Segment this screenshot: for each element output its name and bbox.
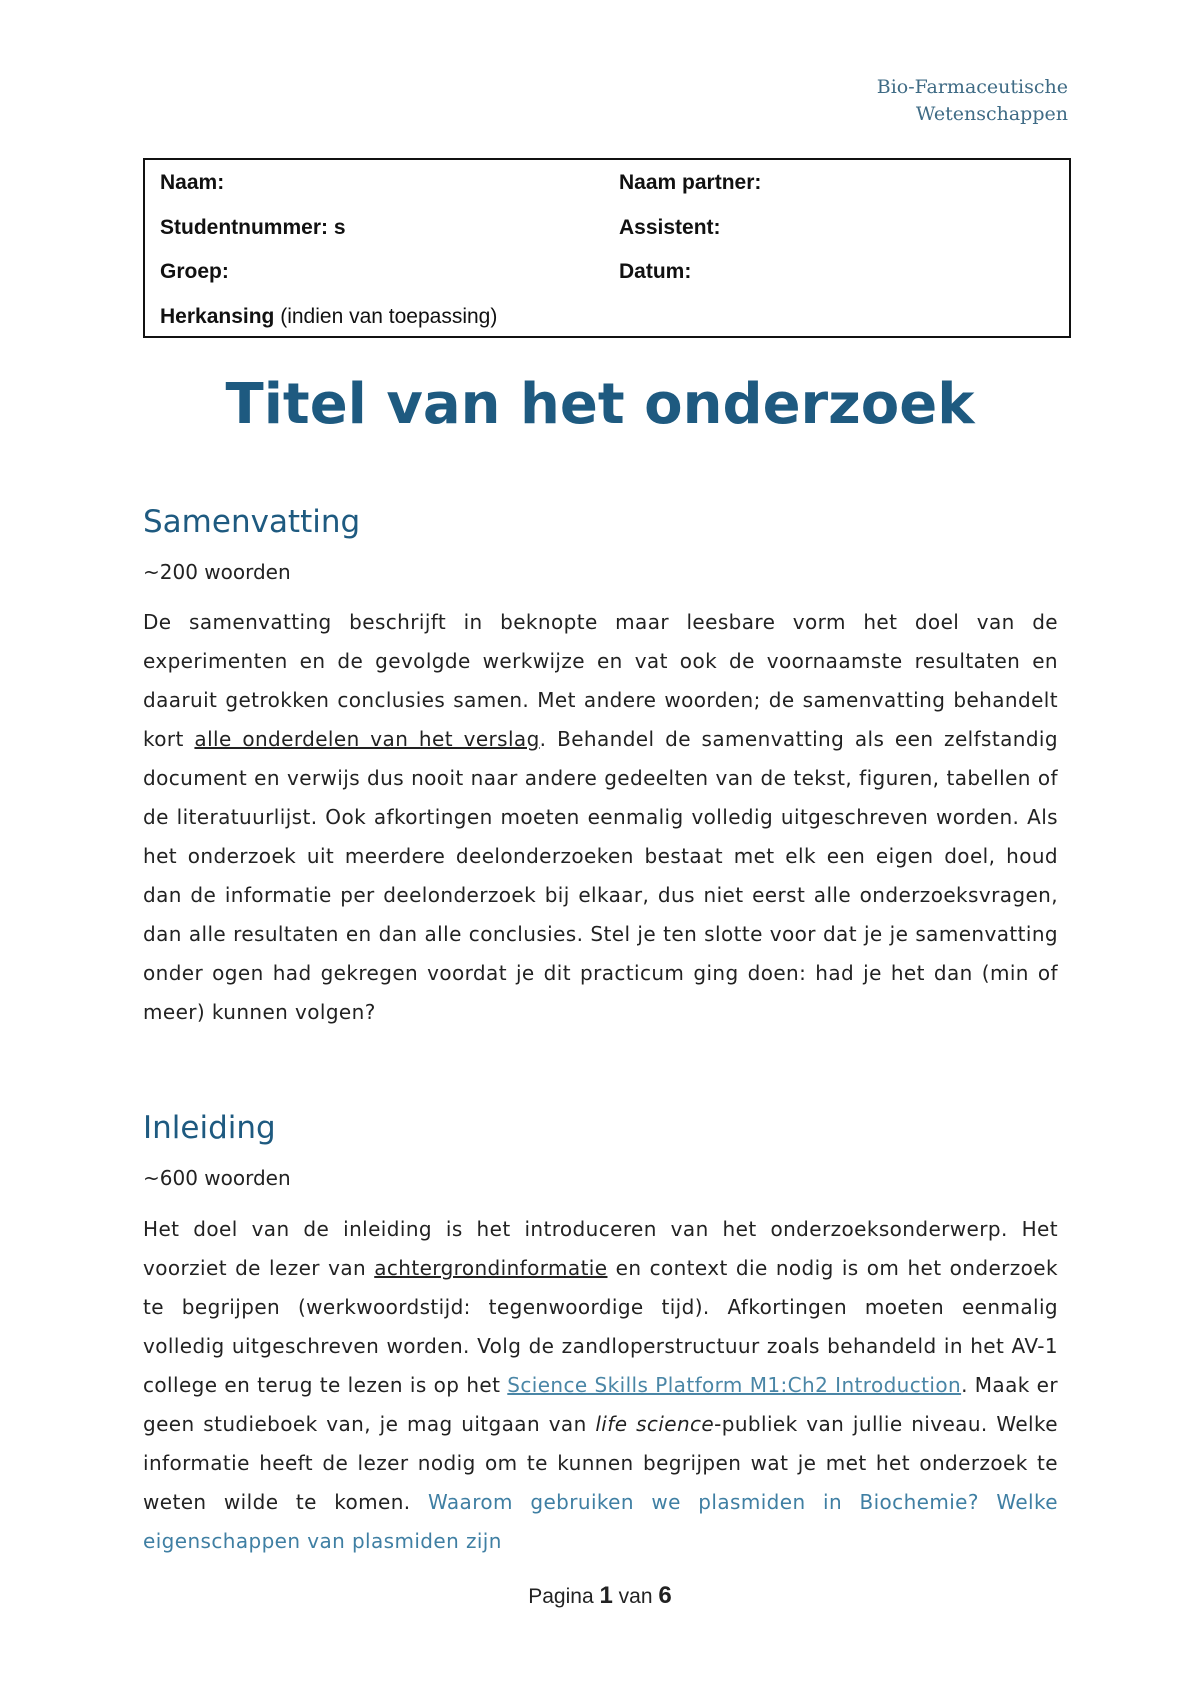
studentnummer-field: Studentnummer: s [160,216,346,239]
naam-field: Naam: [160,171,225,194]
samenvatting-word-count: ~200 woorden [143,560,291,584]
department-header [877,74,1068,128]
herkansing-field: Herkansing (indien van toepassing) [160,305,498,328]
inleiding-heading: Inleiding [143,1110,276,1146]
total-pages: 6 [658,1582,672,1609]
samenvatting-paragraph: De samenvatting beschrijft in beknopte maar leesbare vorm het doel van de experimenten en de gevolgde werkwijze en vat ook de voornaamste resultaten en daaruit getrokken conclusies samen. Met andere woorden; de samenvatting behandelt kort alle onderdelen van het verslag. Behandel de samenvatting als een zelfstandig document en verwijs dus nooit naar andere gedeelten van de tekst, figuren, tabellen of de literatuurlijst. Ook afkortingen moeten eenmalig volledig uitgeschreven worden. Als het onderzoek uit meerdere deelonderzoeken bestaat met elk een eigen doel, houd dan de informatie per deelonderzoek bij elkaar, dus niet eerst alle onderzoeksvragen, dan alle resultaten en dan alle conclusies. Stel je ten slotte voor dat je je samenvatting onder ogen had gekregen voordat je dit practicum ging doen: had je het dan (min of meer) kunnen volgen? [143,610,1058,1024]
guidance-questions: Waarom gebruiken we plasmiden in Biochemie? Welke eigenschappen van plasmiden zijn [143,1490,1058,1553]
current-page: 1 [599,1582,613,1609]
underlined-phrase: achtergrondinformatie [374,1256,608,1280]
inleiding-word-count: ~600 woorden [143,1166,291,1190]
department-line-1: Bio-Farmaceutische [876,76,1068,98]
document-title: Titel van het onderzoek [225,372,975,437]
page-number-footer: Pagina 1 van 6 [528,1582,672,1609]
groep-field: Groep: [160,260,229,283]
inleiding-paragraph: Het doel van de inleiding is het introduceren van het onderzoeksonderwerp. Het voorziet de lezer van achtergrondinformatie en context die nodig is om het onderzoek te begrijpen (werkwoordstijd: tegenwoordige tijd). Afkortingen moeten eenmalig volledig uitgeschreven worden. Volg de zandloperstructuur zoals behandeld in het AV-1 college en terug te lezen is op het Science Skills Platform M1:Ch2 Introduction. Maak er geen studieboek van, je mag uitgaan van life science-publiek van jullie niveau. Welke informatie heeft de lezer nodig om te kunnen begrijpen wat je met het onderzoek te weten wilde te komen. Waarom gebruiken we plasmiden in Biochemie? Welke eigenschappen van plasmiden zijn [143,1217,1058,1553]
herkansing-note: (indien van toepassing) [274,305,498,328]
underlined-phrase: alle onderdelen van het verslag [194,727,540,751]
datum-field: Datum: [619,260,692,283]
assistent-field: Assistent: [619,216,721,239]
naam-partner-field: Naam partner: [619,171,762,194]
department-line-2: Wetenschappen [915,103,1068,125]
italic-phrase: life science [595,1412,715,1436]
samenvatting-heading: Samenvatting [143,504,361,540]
science-skills-link[interactable]: Science Skills Platform M1:Ch2 Introduction [507,1373,962,1397]
student-info-box [143,158,1071,338]
